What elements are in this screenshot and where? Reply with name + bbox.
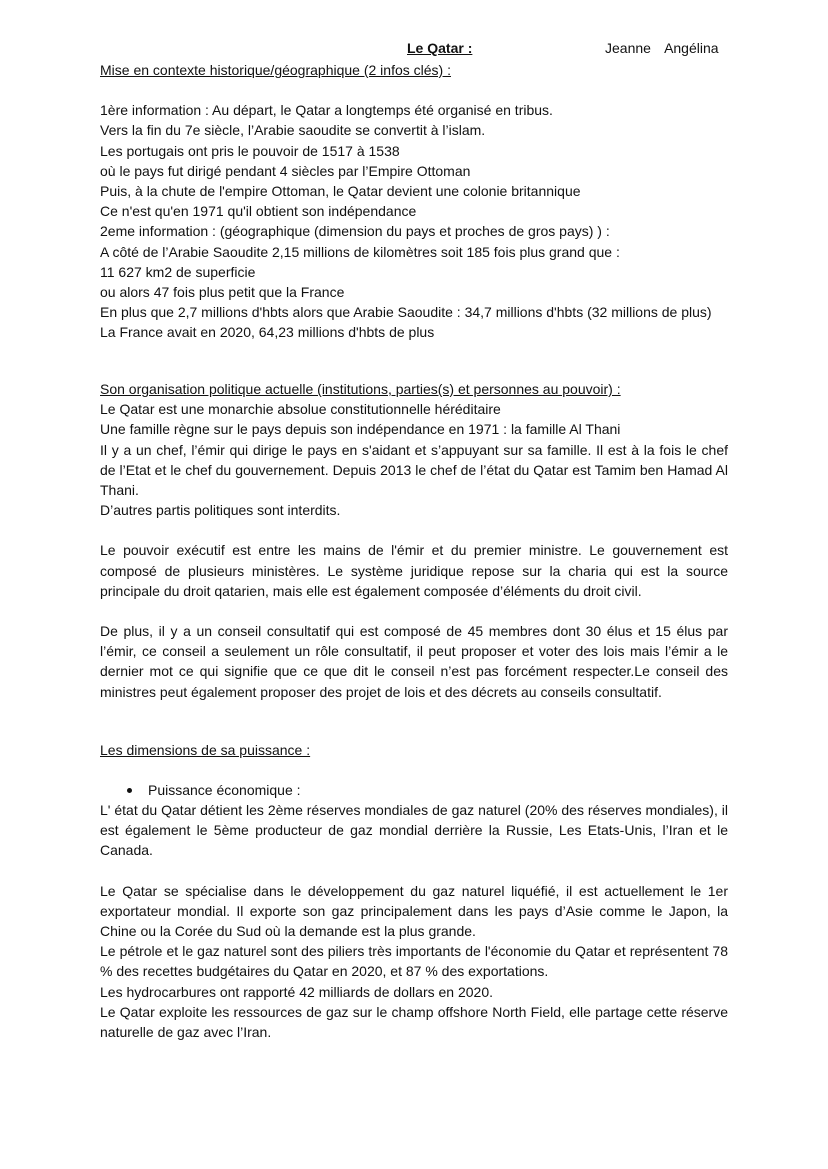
text-line: Les portugais ont pris le pouvoir de 1517 à 1538 (100, 142, 400, 159)
text-line: 2eme information : (géographique (dimension du pays et proches de gros pays) ) : (100, 223, 610, 240)
authors (605, 40, 729, 56)
text-line: ou alors 47 fois plus petit que la France (100, 284, 345, 301)
bullet-item (127, 780, 301, 800)
paragraph-executive: Le pouvoir exécutif est entre les mains de l'émir et du premier ministre. Le gouvernement est composé de plusieurs ministères. Le système juridique repose sur la charia qui est la source principale du droit qatarien, mais elle est également composée d’éléments du droit civil. (100, 542, 728, 599)
author-angelina: Angélina (664, 40, 719, 56)
section-context (100, 60, 728, 343)
paragraph-council: De plus, il y a un conseil consultatif qui est composé de 45 membres dont 30 élus et 15 élus par l’émir, ce conseil a seulement un rôle consultatif, il peut proposer et voter des lois mais l’émir a le dernier mot ce qui signifie que ce que dit le conseil n’est pas forcément respecter.Le conseil des ministres peut également proposer des projet de lois et des décrets au conseils consultatif. (100, 623, 728, 700)
text-line: où le pays fut dirigé pendant 4 siècles par l’Empire Ottoman (100, 162, 471, 179)
text-line: La France avait en 2020, 64,23 millions d'hbts de plus (100, 324, 435, 341)
bullet-label: Puissance économique : (148, 782, 301, 798)
text-line: 1ère information : Au départ, le Qatar a longtemps été organisé en tribus. (100, 102, 553, 119)
text-line: Une famille règne sur le pays depuis son indépendance en 1971 : la famille Al Thani (100, 421, 621, 438)
section-economy (100, 800, 728, 1042)
text-line: 11 627 km2 de superficie (100, 263, 256, 280)
section-heading-power: Les dimensions de sa puissance : (100, 742, 311, 758)
text-line: Ce n'est qu'en 1971 qu'il obtient son indépendance (100, 203, 417, 220)
text-line: Vers la fin du 7e siècle, l’Arabie saoudite se convertit à l’islam. (100, 122, 486, 139)
section-politics (100, 379, 728, 702)
bullet-dot-icon (127, 788, 132, 793)
text-line: Les hydrocarbures ont rapporté 42 milliards de dollars en 2020. (100, 983, 494, 1000)
document-title: Le Qatar : (407, 40, 473, 56)
paragraph: En plus que 2,7 millions d'hbts alors que Arabie Saoudite : 34,7 millions d'hbts (32 millions de plus) (100, 304, 712, 321)
paragraph-oil-gas: Le pétrole et le gaz naturel sont des piliers très importants de l'économie du Qatar et représentent 78 % des recettes budgétaires du Qatar en 2020, et 87 % des exportations. (100, 943, 728, 980)
text-line: Le Qatar est une monarchie absolue constitutionnelle héréditaire (100, 401, 501, 418)
section-heading-politics: Son organisation politique actuelle (institutions, parties(s) et personnes au pouvoir) : (100, 381, 621, 397)
paragraph-lng: Le Qatar se spécialise dans le développement du gaz naturel liquéfié, il est actuellement le 1er exportateur mondial. Il exporte son gaz principalement dans les pays d’Asie comme le Japon, la Chine ou la Corée du Sud où la demande est la plus grande. (100, 882, 728, 940)
paragraph-north-field: Le Qatar exploite les ressources de gaz sur le champ offshore North Field, elle partage cette réserve naturelle de gaz avec l’Iran. (100, 1003, 728, 1041)
text-line: A côté de l’Arabie Saoudite 2,15 millions de kilomètres soit 185 fois plus grand que : (100, 243, 620, 260)
section-power (100, 740, 728, 760)
section-heading-context: Mise en contexte historique/géographique (2 infos clés) : (100, 62, 451, 78)
text-line: D’autres partis politiques sont interdits. (100, 502, 341, 519)
paragraph: Il y a un chef, l’émir qui dirige le pays en s'aidant et s’appuyant sur sa famille. Il est à la fois le chef de l’Etat et le chef du gouvernement. Depuis 2013 le chef de l’état du Qatar est Tamim ben Hamad Al Thani. (100, 441, 728, 499)
text-line: Puis, à la chute de l'empire Ottoman, le Qatar devient une colonie britannique (100, 183, 581, 200)
paragraph-gas-reserves: L' état du Qatar détient les 2ème réserves mondiales de gaz naturel (20% des réserves mondiales), il est également le 5ème producteur de gaz mondial derrière la Russie, Les Etats-Unis, l’Iran et le Canada. (100, 802, 728, 859)
author-jeanne: Jeanne (605, 40, 651, 56)
